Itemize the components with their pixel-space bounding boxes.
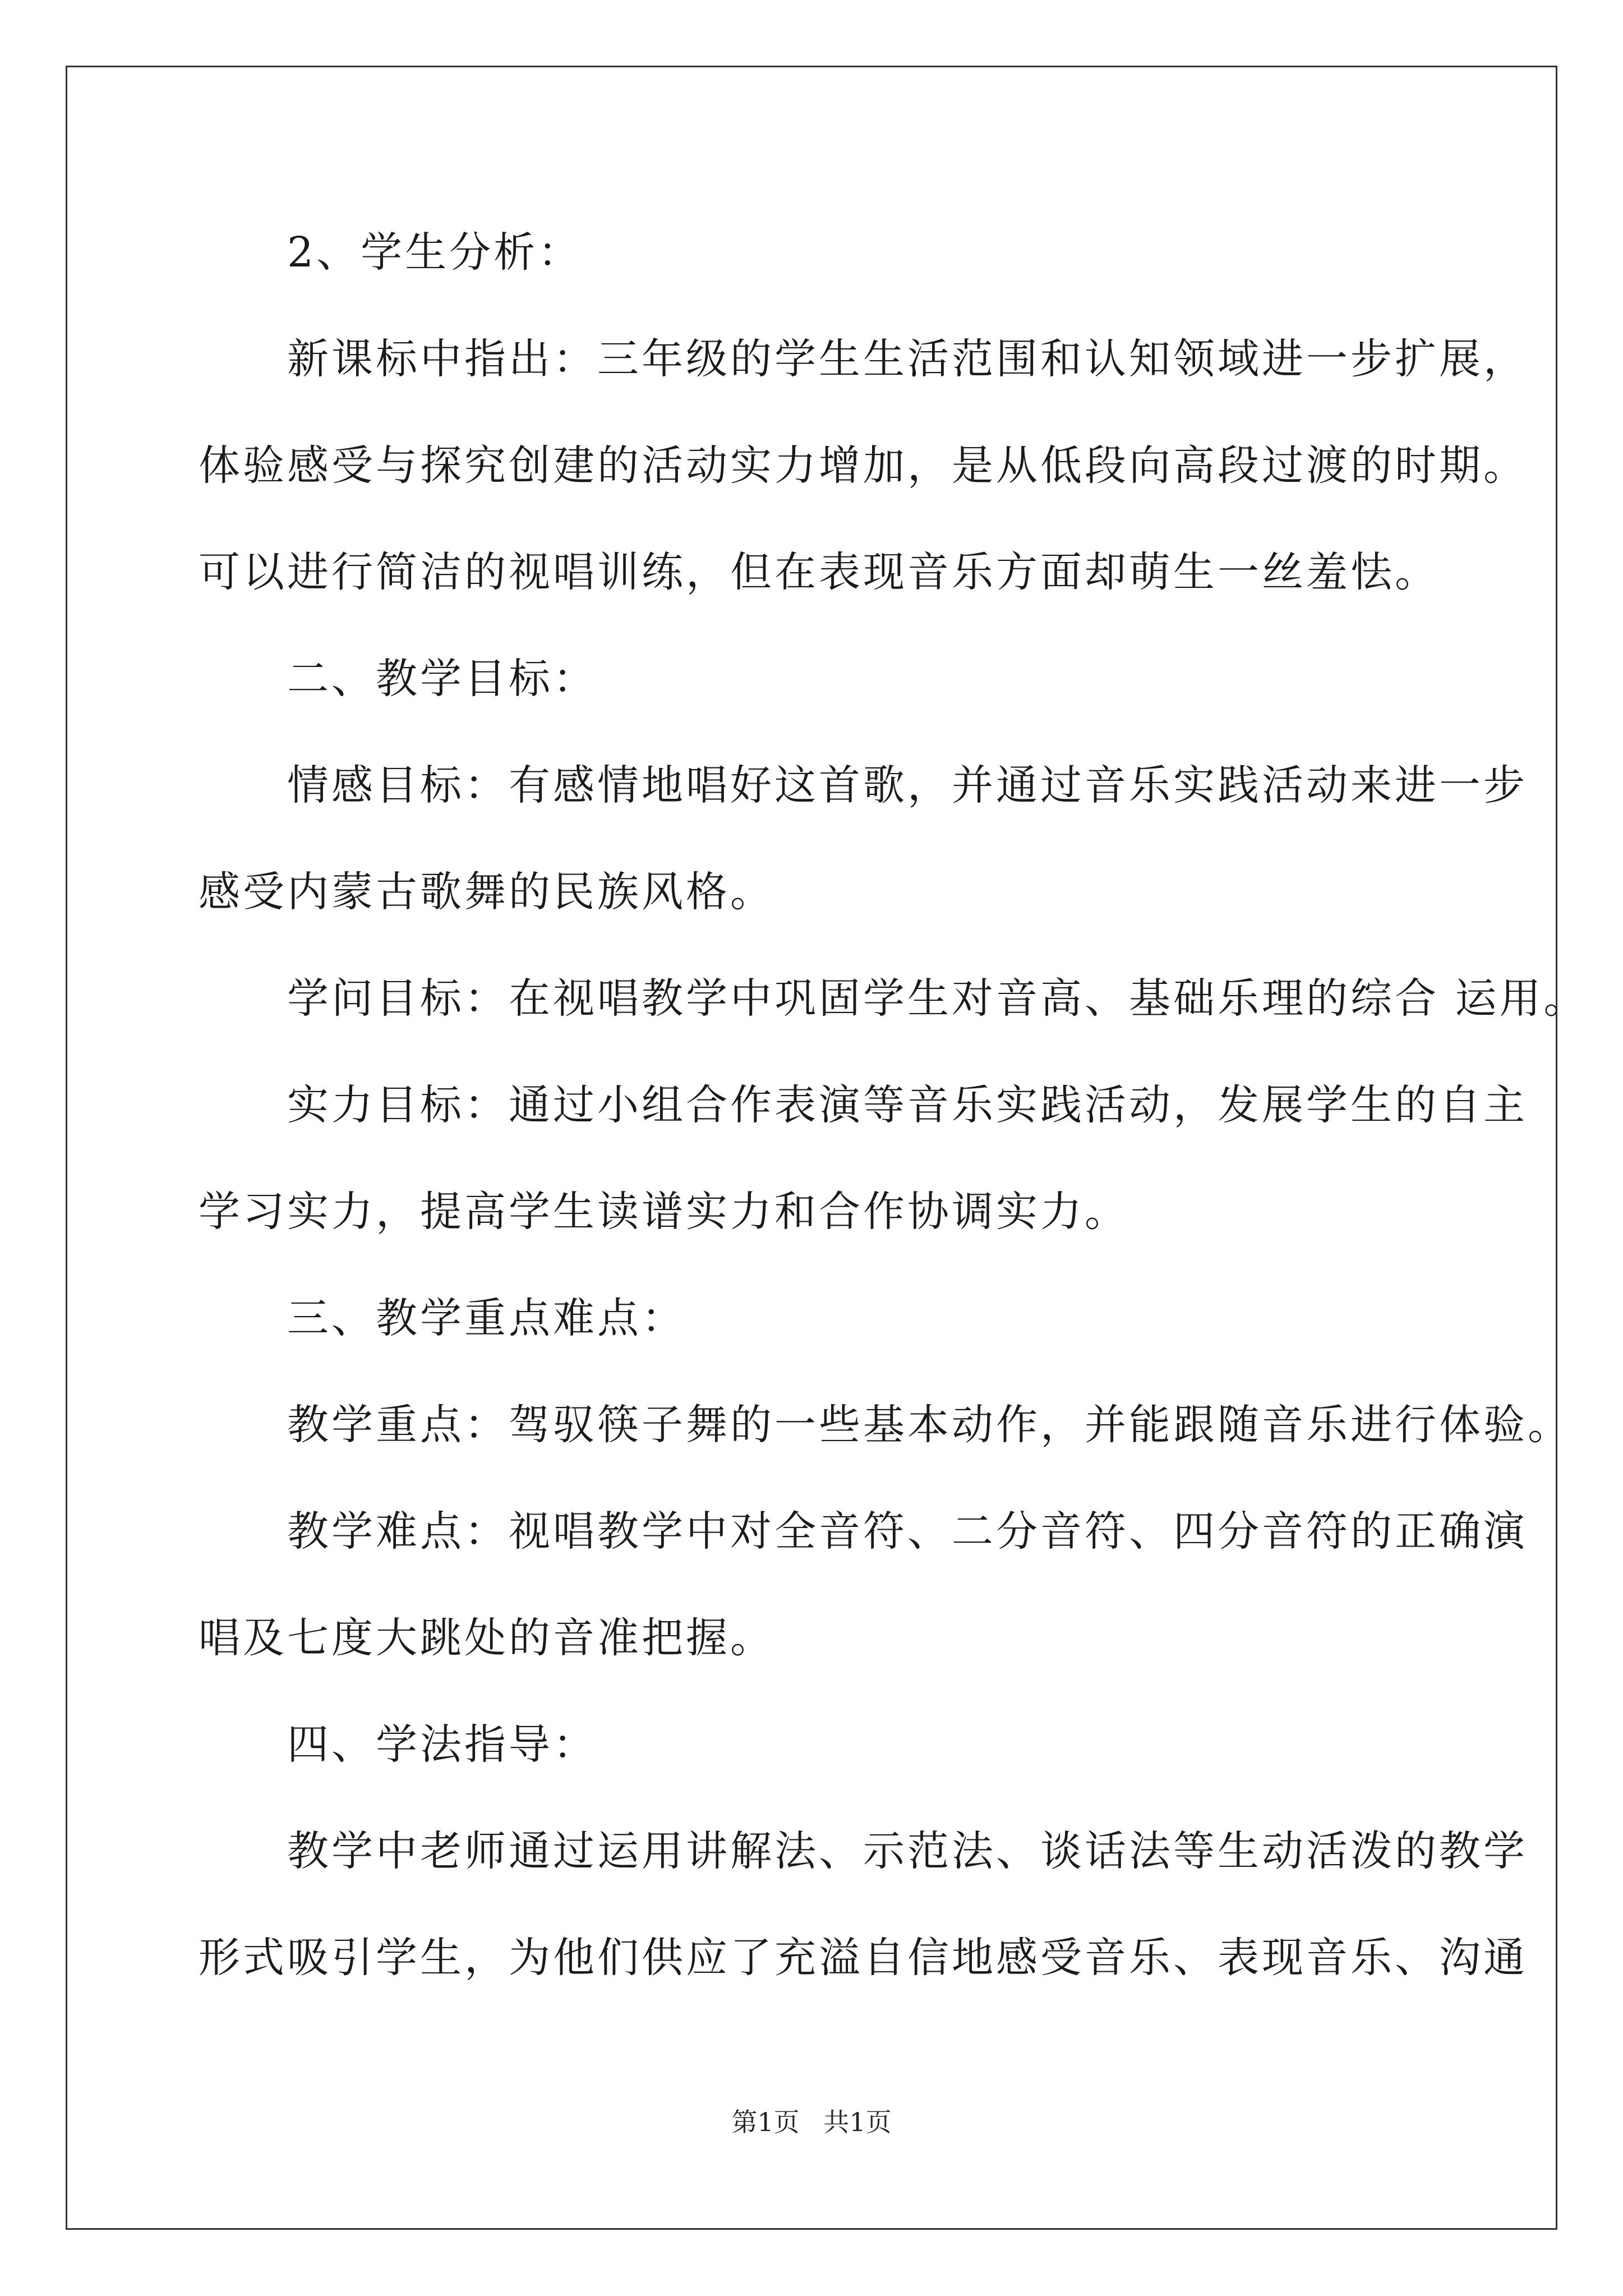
- paragraph-line: 体验感受与探究创建的活动实力增加，是从低段向高段过渡的时期。: [199, 441, 1528, 490]
- paragraph-line: 教学重点：驾驭筷子舞的一些基本动作，并能跟随音乐进行体验。: [199, 1401, 1572, 1449]
- paragraph-line: 唱及七度大跳处的音准把握。: [199, 1614, 774, 1662]
- heading-learning-guidance: 四、学法指导：: [199, 1720, 597, 1769]
- paragraph-line: 可以进行简洁的视唱训练，但在表现音乐方面却萌生一丝羞怯。: [199, 548, 1439, 596]
- page-number: 第1页: [731, 2107, 800, 2137]
- paragraph-line: 学习实力，提高学生读谱实力和合作协调实力。: [199, 1188, 1129, 1236]
- paragraph-line: 感受内蒙古歌舞的民族风格。: [199, 868, 774, 916]
- paragraph-line: 教学中老师通过运用讲解法、示范法、谈话法等生动活泼的教学: [199, 1827, 1528, 1875]
- page-footer: [0, 2105, 1623, 2139]
- paragraph-line: 形式吸引学生，为他们供应了充溢自信地感受音乐、表现音乐、沟通: [199, 1934, 1528, 1982]
- heading-teaching-goals: 二、教学目标：: [199, 655, 597, 703]
- paragraph-line: 教学难点：视唱教学中对全音符、二分音符、四分音符的正确演: [199, 1507, 1528, 1556]
- page-total: 共1页: [823, 2107, 892, 2137]
- page-border: [66, 66, 1588, 2230]
- paragraph-line: 新课标中指出：三年级的学生生活范围和认知领域进一步扩展，: [199, 335, 1528, 383]
- heading-key-points: 三、教学重点难点：: [199, 1294, 686, 1342]
- heading-student-analysis: 2、学生分析：: [199, 228, 583, 277]
- paragraph-line: 情感目标：有感情地唱好这首歌，并通过音乐实践活动来进一步: [199, 761, 1528, 809]
- paragraph-line: 实力目标：通过小组合作表演等音乐实践活动，发展学生的自主: [199, 1081, 1528, 1129]
- paragraph-line: 学问目标：在视唱教学中巩固学生对音高、基础乐理的综合 运用。: [199, 974, 1588, 1023]
